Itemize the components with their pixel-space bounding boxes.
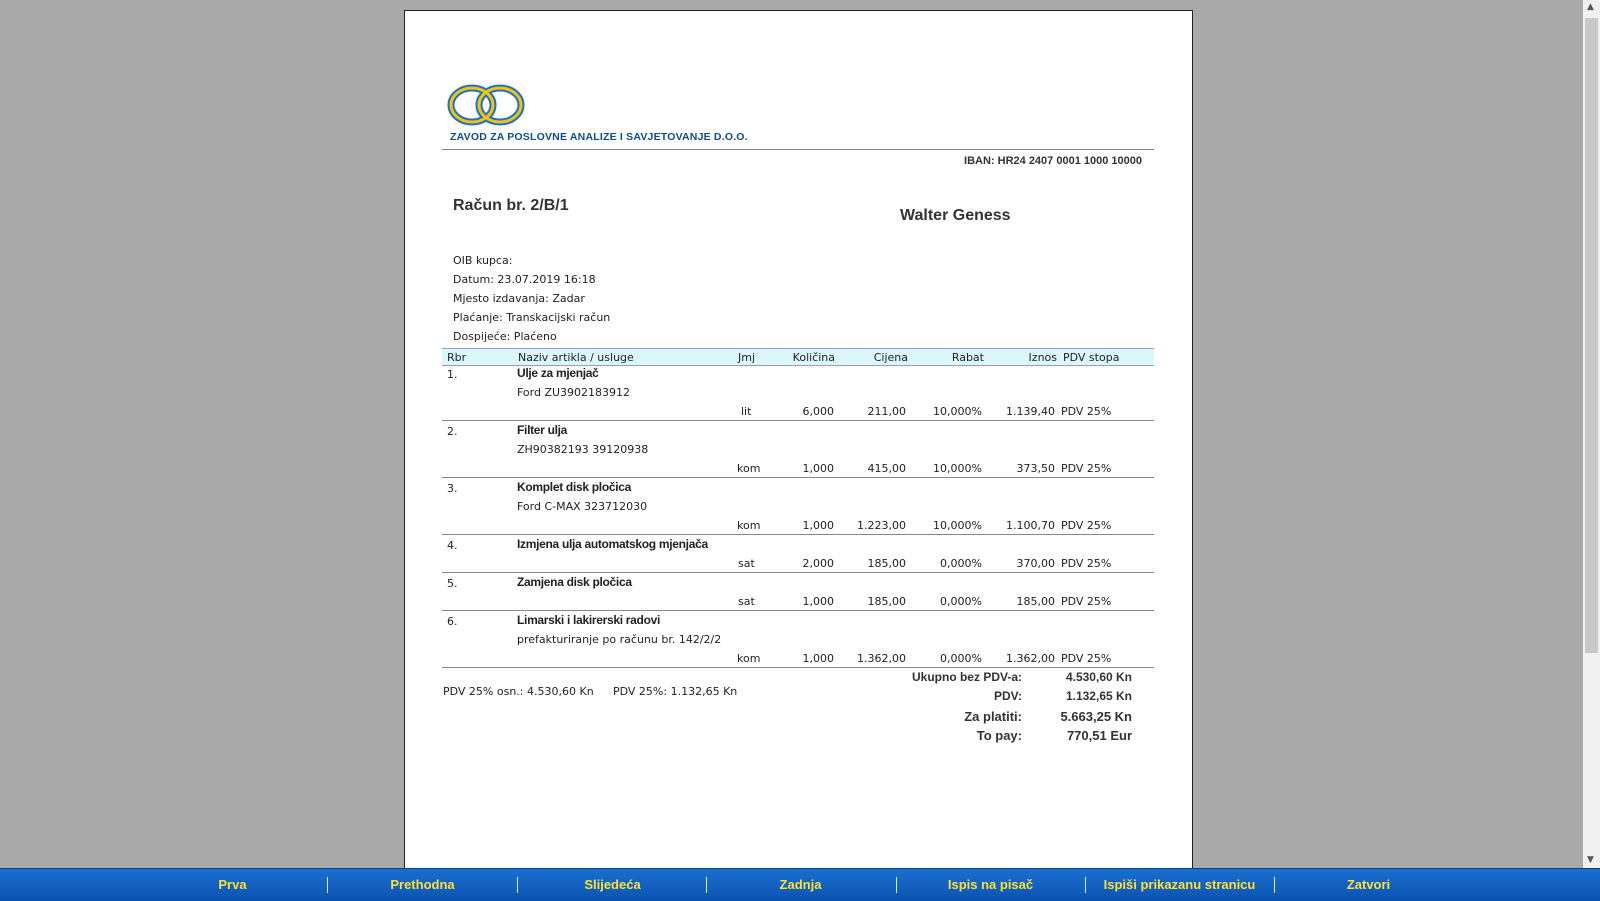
- vat-base-summary: PDV 25% osn.: 4.530,60 Kn: [443, 685, 594, 698]
- row-2-discount: 10,000%: [933, 462, 982, 475]
- col-unit: Jmj: [738, 351, 756, 364]
- row-separator: [442, 534, 1154, 535]
- col-name: Naziv artikla / usluge: [518, 351, 634, 364]
- total-vat-value: 1.132,65 Kn: [1065, 689, 1132, 703]
- row-2-qty: 1,000: [802, 462, 834, 475]
- row-4-discount: 0,000%: [940, 557, 982, 570]
- row-6-discount: 0,000%: [940, 652, 982, 665]
- row-4-unit: sat: [738, 557, 755, 570]
- first-page-button[interactable]: Prva: [218, 877, 247, 892]
- row-1-unit: lit: [741, 405, 752, 418]
- toolbar-divider: [706, 877, 707, 893]
- row-6-vat: PDV 25%: [1061, 652, 1112, 665]
- row-3-unit: kom: [737, 519, 761, 532]
- total-pay-label: Za platiti:: [964, 709, 1022, 724]
- col-price: Cijena: [873, 351, 908, 364]
- vertical-scrollbar[interactable]: [1583, 0, 1600, 868]
- payment-method: Plaćanje: Transkacijski račun: [453, 311, 611, 324]
- total-net-value: 4.530,60 Kn: [1065, 670, 1132, 684]
- toolbar-divider: [896, 877, 897, 893]
- next-page-button[interactable]: Slijedeća: [584, 877, 641, 892]
- row-5-unit: sat: [738, 595, 755, 608]
- row-1-price: 211,00: [867, 405, 906, 418]
- company-name: ZAVOD ZA POSLOVNE ANALIZE I SAVJETOVANJE D.O.O.: [450, 131, 748, 143]
- toolbar-divider: [1085, 877, 1086, 893]
- row-4-vat: PDV 25%: [1061, 557, 1112, 570]
- customer-name: Walter Geness: [900, 207, 1011, 224]
- iban: IBAN: HR24 2407 0001 1000 10000: [964, 155, 1142, 167]
- invoice-page: [404, 10, 1193, 870]
- col-discount: Rabat: [951, 351, 984, 364]
- row-2-rbr: 2.: [447, 425, 458, 438]
- row-3-vat: PDV 25%: [1061, 519, 1112, 532]
- total-net-label: Ukupno bez PDV-a:: [911, 670, 1022, 684]
- row-separator: [442, 572, 1154, 573]
- row-separator: [442, 610, 1154, 611]
- row-1-discount: 10,000%: [933, 405, 982, 418]
- print-button[interactable]: Ispis na pisač: [947, 877, 1034, 892]
- scroll-up-icon[interactable]: ▲: [1587, 2, 1594, 12]
- row-4-rbr: 4.: [447, 539, 458, 552]
- header-divider: [442, 149, 1154, 150]
- row-3-name: Komplet disk pločica: [517, 480, 632, 494]
- row-2-amount: 373,50: [1016, 462, 1055, 475]
- table-bottom-divider: [442, 667, 1154, 668]
- row-5-price: 185,00: [867, 595, 906, 608]
- row-6-price: 1.362,00: [857, 652, 906, 665]
- row-3-discount: 10,000%: [933, 519, 982, 532]
- row-6-qty: 1,000: [802, 652, 834, 665]
- row-1-name: Ulje za mjenjač: [517, 366, 599, 380]
- previous-page-button[interactable]: Prethodna: [390, 877, 455, 892]
- row-1-amount: 1.139,40: [1006, 405, 1055, 418]
- row-4-price: 185,00: [867, 557, 906, 570]
- buyer-oib: OIB kupca:: [453, 254, 513, 267]
- row-6-desc: prefakturiranje po računu br. 142/2/2: [517, 633, 722, 646]
- row-6-unit: kom: [737, 652, 761, 665]
- row-3-price: 1.223,00: [857, 519, 906, 532]
- row-2-vat: PDV 25%: [1061, 462, 1112, 475]
- row-1-qty: 6,000: [802, 405, 834, 418]
- row-5-qty: 1,000: [802, 595, 834, 608]
- row-4-amount: 370,00: [1016, 557, 1055, 570]
- total-vat-label: PDV:: [993, 689, 1022, 703]
- row-2-unit: kom: [737, 462, 761, 475]
- row-2-price: 415,00: [867, 462, 906, 475]
- print-current-page-button[interactable]: Ispiši prikazanu stranicu: [1103, 877, 1256, 892]
- row-3-rbr: 3.: [447, 482, 458, 495]
- row-separator: [442, 477, 1154, 478]
- row-4-name: Izmjena ulja automatskog mjenjača: [517, 537, 708, 551]
- row-1-rbr: 1.: [447, 368, 458, 381]
- due-date: Dospijeće: Plaćeno: [453, 330, 557, 343]
- vat-amount-summary: PDV 25%: 1.132,65 Kn: [613, 685, 738, 698]
- toolbar-divider: [1274, 877, 1275, 893]
- row-3-qty: 1,000: [802, 519, 834, 532]
- col-qty: Količina: [792, 351, 835, 364]
- logo-rings-icon: [446, 82, 536, 128]
- col-amount: Iznos: [1028, 351, 1057, 364]
- row-3-amount: 1.100,70: [1006, 519, 1055, 532]
- total-eur-value: 770,51 Eur: [1066, 728, 1132, 743]
- row-5-discount: 0,000%: [940, 595, 982, 608]
- close-button[interactable]: Zatvori: [1346, 877, 1391, 892]
- row-1-vat: PDV 25%: [1061, 405, 1112, 418]
- row-separator: [442, 420, 1154, 421]
- col-rbr: Rbr: [447, 351, 467, 364]
- row-6-rbr: 6.: [447, 615, 458, 628]
- toolbar-divider: [517, 877, 518, 893]
- row-6-amount: 1.362,00: [1006, 652, 1055, 665]
- issue-place: Mjesto izdavanja: Zadar: [453, 292, 585, 305]
- row-2-name: Filter ulja: [517, 423, 568, 437]
- row-6-name: Limarski i lakirerski radovi: [517, 613, 661, 627]
- row-2-desc: ZH90382193 39120938: [517, 443, 649, 456]
- last-page-button[interactable]: Zadnja: [779, 877, 822, 892]
- row-5-rbr: 5.: [447, 577, 458, 590]
- row-5-amount: 185,00: [1016, 595, 1055, 608]
- row-1-desc: Ford ZU3902183912: [517, 386, 631, 399]
- row-3-desc: Ford C-MAX 323712030: [517, 500, 648, 513]
- row-4-qty: 2,000: [802, 557, 834, 570]
- col-vat: PDV stopa: [1063, 351, 1120, 364]
- scroll-down-icon[interactable]: ▼: [1587, 855, 1594, 865]
- row-5-vat: PDV 25%: [1061, 595, 1112, 608]
- row-5-name: Zamjena disk pločica: [517, 575, 632, 589]
- scroll-thumb[interactable]: [1585, 18, 1598, 653]
- total-pay-value: 5.663,25 Kn: [1060, 709, 1132, 724]
- invoice-title: Račun br. 2/B/1: [453, 197, 569, 214]
- invoice-date: Datum: 23.07.2019 16:18: [453, 273, 596, 286]
- total-eur-label: To pay:: [976, 728, 1022, 743]
- bottom-toolbar: [0, 868, 1600, 901]
- toolbar-divider: [327, 877, 328, 893]
